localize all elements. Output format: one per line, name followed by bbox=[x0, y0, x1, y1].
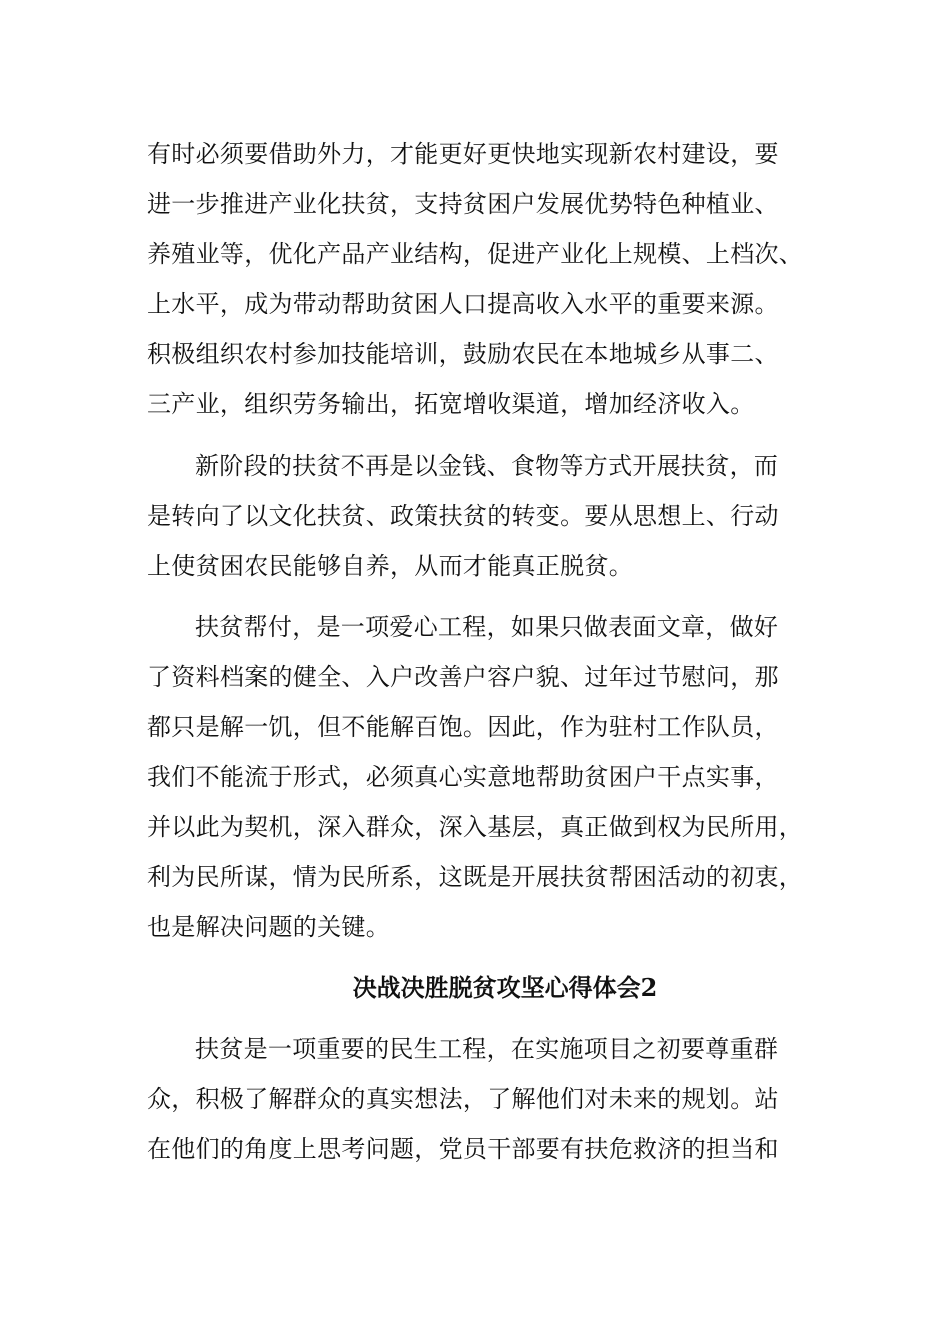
paragraph-4-line-2: 众，积极了解群众的真实想法，了解他们对未来的规划。站 bbox=[147, 1085, 779, 1113]
paragraph-1-line-4: 上水平，成为带动帮助贫困人口提高收入水平的重要来源。 bbox=[147, 290, 779, 318]
paragraph-3-line-2: 了资料档案的健全、入户改善户容户貌、过年过节慰问，那 bbox=[147, 663, 779, 691]
paragraph-3-line-1: 扶贫帮付，是一项爱心工程，如果只做表面文章，做好 bbox=[195, 613, 779, 641]
paragraph-1-line-3: 养殖业等，优化产品产业结构，促进产业化上规模、上档次、 bbox=[147, 240, 804, 268]
paragraph-3-line-5: 并以此为契机，深入群众，深入基层，真正做到权为民所用， bbox=[147, 813, 804, 841]
paragraph-3-line-6: 利为民所谋，情为民所系，这既是开展扶贫帮困活动的初衷， bbox=[147, 863, 804, 891]
paragraph-2-line-2: 是转向了以文化扶贫、政策扶贫的转变。要从思想上、行动 bbox=[147, 502, 779, 530]
paragraph-1-line-6: 三产业，组织劳务输出，拓宽增收渠道，增加经济收入。 bbox=[147, 390, 755, 418]
paragraph-1-line-5: 积极组织农村参加技能培训，鼓励农民在本地城乡从事二、 bbox=[147, 340, 779, 368]
paragraph-1-line-2: 进一步推进产业化扶贫，支持贫困户发展优势特色种植业、 bbox=[147, 190, 779, 218]
paragraph-3-line-4: 我们不能流于形式，必须真心实意地帮助贫困户干点实事， bbox=[147, 763, 779, 791]
paragraph-2-line-1: 新阶段的扶贫不再是以金钱、食物等方式开展扶贫，而 bbox=[195, 452, 779, 480]
paragraph-3-line-7: 也是解决问题的关键。 bbox=[147, 913, 390, 941]
section-heading: 决战决胜脱贫攻坚心得体会2 bbox=[352, 973, 658, 1002]
paragraph-1-line-1: 有时必须要借助外力，才能更好更快地实现新农村建设，要 bbox=[147, 140, 779, 168]
paragraph-4-line-1: 扶贫是一项重要的民生工程，在实施项目之初要尊重群 bbox=[195, 1035, 779, 1063]
paragraph-4-line-3: 在他们的角度上思考问题，党员干部要有扶危救济的担当和 bbox=[147, 1135, 779, 1163]
paragraph-3-line-3: 都只是解一饥，但不能解百饱。因此，作为驻村工作队员， bbox=[147, 713, 779, 741]
paragraph-2-line-3: 上使贫困农民能够自养，从而才能真正脱贫。 bbox=[147, 552, 633, 580]
